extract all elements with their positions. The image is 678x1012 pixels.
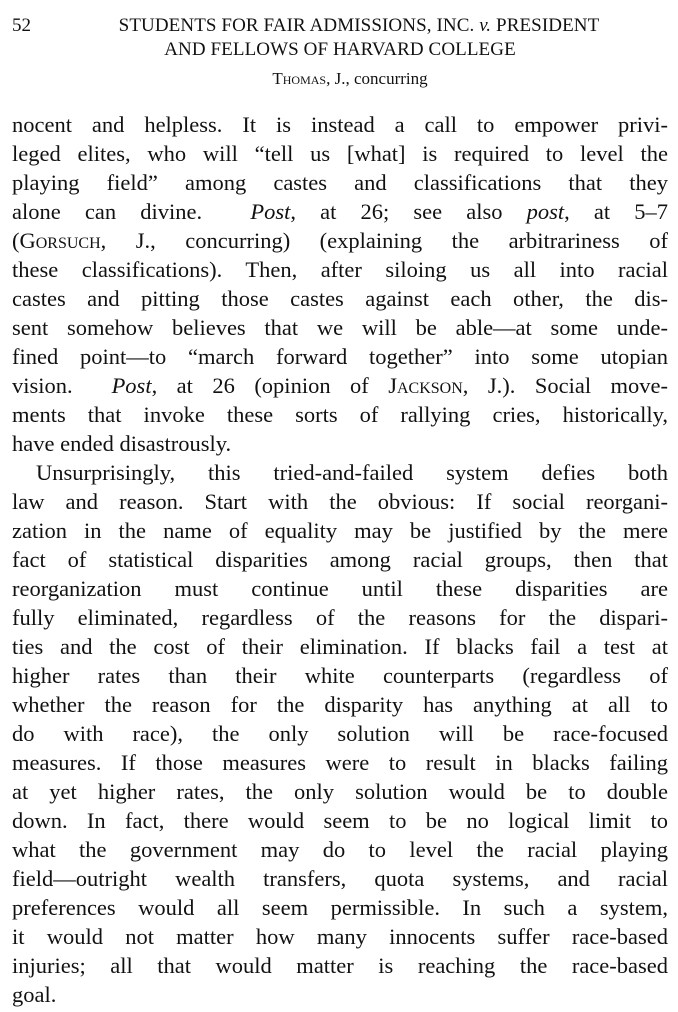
text-line: ments that invoke these sorts of rallying cries, historically, bbox=[12, 402, 668, 427]
text-fragment: , at 5–7 bbox=[564, 199, 669, 224]
text-fragment: vision. bbox=[12, 373, 73, 398]
text-line: at yet higher rates, the only solution would be to double bbox=[12, 779, 668, 804]
text-line-citation bbox=[12, 197, 668, 226]
case-title-versus: v. bbox=[479, 15, 492, 36]
text-fragment: alone can divine. bbox=[12, 199, 203, 224]
text-line: field—outright wealth transfers, quota systems, and racial bbox=[12, 866, 668, 891]
text-line: leged elites, who will “tell us [what] is required to level the bbox=[12, 141, 668, 166]
citation-post: Post bbox=[111, 373, 152, 398]
text-line: fact of statistical disparities among racial groups, then that bbox=[12, 547, 668, 572]
text-line: it would not matter how many innocents suffer race-based bbox=[12, 924, 668, 949]
text-line: Unsurprisingly, this tried-and-failed system defies both bbox=[36, 460, 668, 485]
case-title-line-1 bbox=[50, 14, 668, 38]
text-line: preferences would all seem permissible. In such a system, bbox=[12, 895, 668, 920]
justice-name: Gorsuch bbox=[19, 228, 101, 253]
text-line: fined point—to “march forward together” into some utopian bbox=[12, 344, 668, 369]
text-line: measures. If those measures were to result in blacks failing bbox=[12, 750, 668, 775]
text-line: castes and pitting those castes against each other, the dis- bbox=[12, 286, 668, 311]
paragraph-2 bbox=[12, 458, 668, 1009]
text-line: whether the reason for the disparity has anything at all to bbox=[12, 692, 668, 717]
text-line-citation bbox=[12, 371, 668, 400]
text-line: zation in the name of equality may be justified by the mere bbox=[12, 518, 668, 543]
page-number: 52 bbox=[12, 15, 31, 36]
text-line: nocent and helpless. It is instead a call to empower privi- bbox=[12, 112, 668, 137]
text-line: injuries; all that would matter is reaching the race-based bbox=[12, 953, 668, 978]
text-line: have ended disastrously. bbox=[12, 431, 232, 456]
citation-post: post bbox=[526, 199, 565, 224]
text-line: down. In fact, there would seem to be no logical limit to bbox=[12, 808, 668, 833]
text-line-citation bbox=[12, 226, 668, 255]
paragraph-1 bbox=[12, 110, 668, 458]
text-line: these classifications). Then, after siloing us all into racial bbox=[12, 257, 668, 282]
case-title-part-b: PRESIDENT bbox=[496, 15, 600, 36]
text-line: what the government may do to level the racial playing bbox=[12, 837, 668, 862]
author-name: Thomas bbox=[272, 69, 327, 88]
citation-post: Post bbox=[250, 199, 291, 224]
text-fragment: ( bbox=[12, 228, 20, 253]
text-line: ties and the cost of their elimination. If blacks fail a test at bbox=[12, 634, 668, 659]
opinion-body bbox=[12, 110, 668, 1009]
text-line: goal. bbox=[12, 982, 57, 1007]
text-fragment: , at 26 (opinion of bbox=[151, 373, 369, 398]
author-suffix: , J., concurring bbox=[326, 69, 428, 88]
justice-name: Jackson bbox=[388, 373, 463, 398]
text-fragment: , J., concurring) (explaining the arbitrariness of bbox=[100, 228, 668, 253]
text-line: reorganization must continue until these disparities are bbox=[12, 576, 668, 601]
text-line: fully eliminated, regardless of the reasons for the dispari- bbox=[12, 605, 668, 630]
text-fragment: , J.). Social move- bbox=[462, 373, 669, 398]
text-fragment: , at 26; see also bbox=[290, 199, 503, 224]
page-header bbox=[12, 14, 668, 94]
text-line: higher rates than their white counterparts (regardless of bbox=[12, 663, 668, 688]
opinion-author bbox=[12, 68, 668, 90]
text-line: law and reason. Start with the obvious: If social reorgani- bbox=[12, 489, 668, 514]
case-title-part-a: STUDENTS FOR FAIR ADMISSIONS, INC. bbox=[118, 15, 475, 36]
text-line: do with race), the only solution will be race-focused bbox=[12, 721, 668, 746]
text-line: sent somehow believes that we will be able—at some unde- bbox=[12, 315, 668, 340]
text-line: playing field” among castes and classifications that they bbox=[12, 170, 668, 195]
case-title-line-2: AND FELLOWS OF HARVARD COLLEGE bbox=[164, 39, 516, 60]
case-title bbox=[50, 14, 668, 62]
